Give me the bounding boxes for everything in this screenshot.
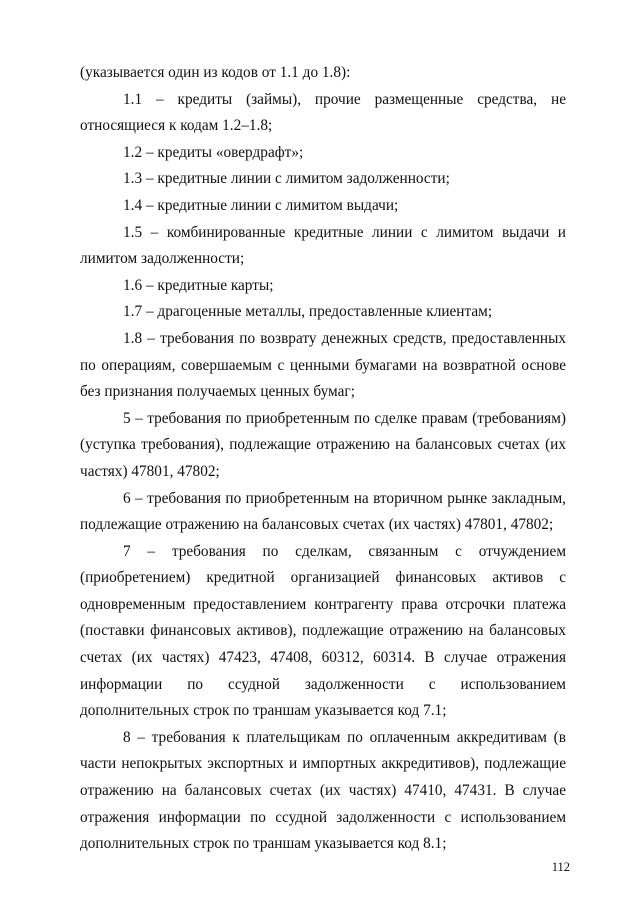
paragraph-code-1-1: 1.1 – кредиты (займы), прочие размещенные средства, не относящиеся к кодам 1.2–1.8; [80, 90, 566, 135]
paragraph-code-1-5: 1.5 – комбинированные кредитные линии с лимитом выдачи и лимитом задолженности; [80, 223, 566, 268]
paragraph-code-8: 8 – требования к плательщикам по оплаченным аккредитивам (в части непокрытых экспортных и импортных аккредитивов), подлежащие отражению на балансовых счетах (их частях) 47410, 47431. В случае отражения информации по ссудной задолженности с использованием дополнительных строк по траншам указывается код 8.1; [80, 728, 566, 853]
paragraph-code-1-6: 1.6 – кредитные карты; [123, 276, 274, 294]
page-number: 112 [551, 860, 570, 874]
paragraph-code-1-8: 1.8 – требования по возврату денежных средств, предоставленных по операциям, совершаемым с ценными бумагами на возвратной основе без признания получаемых ценных бумаг; [80, 329, 566, 401]
document-body [80, 60, 566, 858]
paragraph-code-6: 6 – требования по приобретенным на вторичном рынке закладным, подлежащие отражению на балансовых счетах (их частях) 47801, 47802; [80, 489, 566, 534]
paragraph-code-1-7: 1.7 – драгоценные металлы, предоставленные клиентам; [123, 303, 493, 321]
paragraph-code-1-4: 1.4 – кредитные линии с лимитом выдачи; [123, 196, 399, 214]
paragraph-intro-codes: (указывается один из кодов от 1.1 до 1.8): [80, 64, 351, 81]
paragraph-code-7: 7 – требования по сделкам, связанным с отчуждением (приобретением) кредитной организацией финансовых активов с одновременным предоставлением контрагенту права отсрочки платежа (поставки финансовых активов), подлежащие отражению на балансовых счетах (их частях) 47423, 47408, 60312, 60314. В случае отражения информации по ссудной задолженности с использованием дополнительных строк по траншам указывается код 7.1; [80, 542, 566, 720]
paragraph-code-1-2: 1.2 – кредиты «овердрафт»; [123, 143, 304, 161]
paragraph-code-5: 5 – требования по приобретенным по сделке правам (требованиям) (уступка требования), подлежащие отражению на балансовых счетах (их частях) 47801, 47802; [80, 409, 566, 480]
paragraph-code-1-3: 1.3 – кредитные линии с лимитом задолженности; [123, 170, 450, 188]
